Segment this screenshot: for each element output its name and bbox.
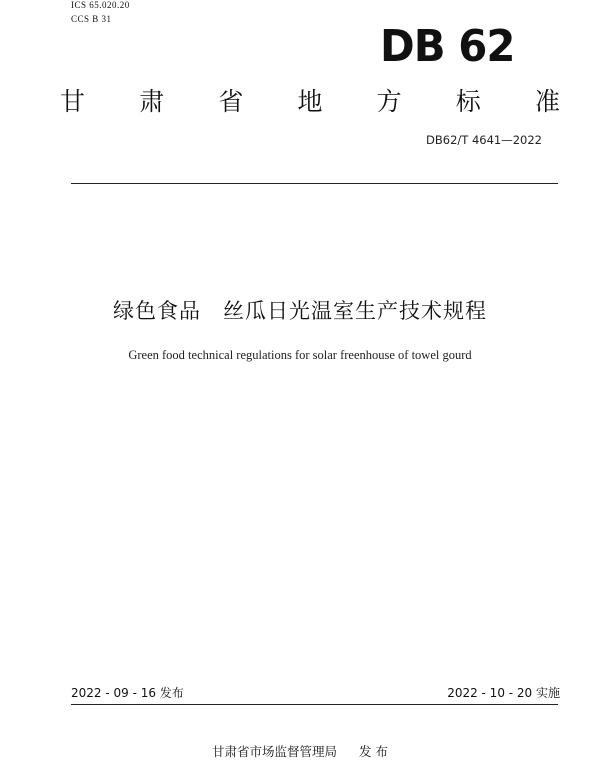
top-divider (71, 183, 558, 184)
standard-number: DB62/T 4641—2022 (426, 133, 542, 147)
issuer-action: 发 布 (359, 744, 388, 759)
issuer-line (0, 744, 600, 760)
bottom-divider (71, 704, 558, 705)
issue-date: 2022 - 09 - 16 发布 (71, 686, 184, 700)
standard-type-char: 准 (534, 87, 560, 116)
implementation-date: 2022 - 10 - 20 实施 (447, 686, 560, 700)
standard-type-char: 省 (218, 87, 244, 116)
standard-type-title (60, 86, 560, 118)
ccs-code: CCS B 31 (71, 14, 112, 24)
standard-type-char: 甘 (60, 87, 86, 116)
ics-code: ICS 65.020.20 (71, 0, 130, 10)
document-title-chinese: 绿色食品 丝瓜日光温室生产技术规程 (113, 299, 487, 323)
standard-type-char: 方 (376, 87, 402, 116)
db-logo: DB 62 (380, 21, 515, 72)
document-title-english: Green food technical regulations for solar freenhouse of towel gourd (128, 348, 472, 362)
standard-type-char: 标 (455, 87, 481, 116)
standard-type-char: 肃 (139, 87, 165, 116)
standard-type-char: 地 (297, 87, 323, 116)
issuer-name: 甘肃省市场监督管理局 (212, 744, 338, 759)
